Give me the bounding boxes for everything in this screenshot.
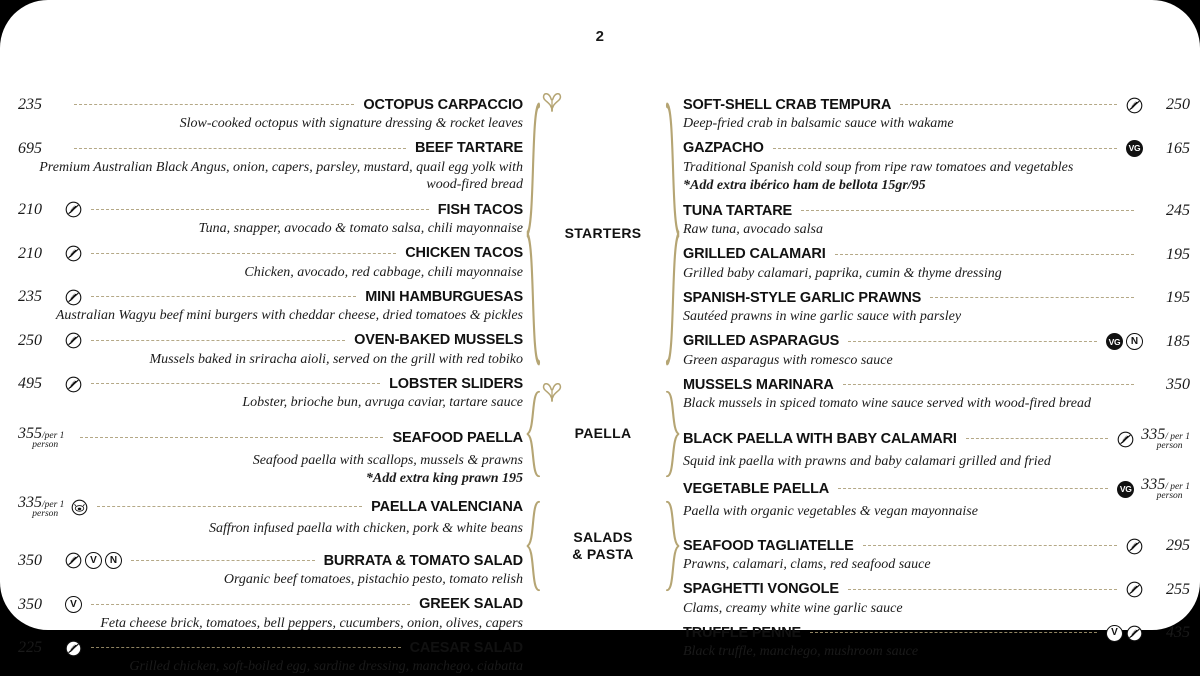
menu-item-description: Black mussels in spiced tomato wine sauce served with wood-fired bread <box>683 396 1092 412</box>
dot-leader <box>843 383 1134 385</box>
menu-item-price: 195 <box>1166 289 1190 307</box>
menu-item-head <box>683 427 1190 452</box>
vegetarian-icon: V <box>65 596 82 613</box>
brace-right <box>665 500 681 592</box>
menu-body <box>0 96 1200 676</box>
menu-item-name: TRUFFLE PENNE <box>683 624 802 641</box>
menu-item <box>18 375 523 412</box>
menu-item-name: CAESAR SALAD <box>409 639 523 656</box>
menu-item <box>683 624 1190 661</box>
menu-item <box>683 140 1190 195</box>
menu-item-description: Green asparagus with romesco sauce <box>683 352 893 368</box>
menu-item-head <box>683 477 1190 502</box>
menu-item <box>18 245 523 282</box>
menu-item-name: BURRATA & TOMATO SALAD <box>323 552 523 569</box>
menu-item <box>683 581 1190 618</box>
menu-item-description: Chicken, avocado, red cabbage, chili mayonnaise <box>244 264 523 280</box>
dietary-icons <box>65 640 82 657</box>
brace-left <box>525 100 541 368</box>
dot-leader <box>801 209 1134 211</box>
menu-item-description: Sautéed prawns in wine garlic sauce with parsley <box>683 309 962 325</box>
brace-right <box>665 100 681 368</box>
menu-item-price: 250 <box>18 331 42 349</box>
menu-item <box>683 289 1190 326</box>
menu-item-description: Grilled baby calamari, paprika, cumin & thyme dressing <box>683 265 1002 281</box>
nuts-icon: N <box>105 552 122 569</box>
menu-item-price: 210 <box>18 200 42 218</box>
menu-item <box>683 333 1190 370</box>
vegan-icon: VG <box>1117 481 1134 498</box>
menu-item <box>18 201 523 238</box>
section-label-paella: PAELLA <box>574 425 632 442</box>
menu-item-head <box>18 495 523 520</box>
menu-item-description: Deep-fried crab in balsamic sauce with wakame <box>683 116 954 131</box>
menu-item-description: Paella with organic vegetables & vegan mayonnaise <box>683 503 978 519</box>
section-paella-right <box>683 427 1190 523</box>
menu-column-left <box>0 96 523 676</box>
dietary-icons <box>65 596 82 613</box>
dot-leader <box>91 208 429 210</box>
menu-item <box>18 140 523 194</box>
menu-item-head <box>683 581 1190 599</box>
menu-item-name: SPAGHETTI VONGOLE <box>683 581 839 598</box>
dot-leader <box>80 436 383 438</box>
section-starters-right <box>683 96 1190 413</box>
pork-icon <box>71 499 88 516</box>
menu-item-price: 350 <box>18 551 42 569</box>
dietary-icons <box>65 245 82 262</box>
vegetarian-icon: V <box>1106 625 1123 642</box>
menu-item-name: FISH TACOS <box>437 201 523 218</box>
menu-item-price: 210 <box>18 244 42 262</box>
menu-item-price: 165 <box>1166 139 1190 157</box>
menu-item-head <box>683 140 1190 158</box>
dot-leader <box>131 559 315 561</box>
menu-item-head <box>683 333 1190 351</box>
menu-item-head <box>683 624 1190 642</box>
section-divider-paella <box>523 386 683 482</box>
menu-item-name: GRILLED CALAMARI <box>683 246 826 263</box>
menu-item-name: GAZPACHO <box>683 140 764 157</box>
gluten-free-icon <box>65 289 82 306</box>
dietary-icons <box>65 289 82 306</box>
menu-item-price: 335/ per 1 person <box>1141 426 1190 451</box>
gluten-free-icon <box>1126 625 1143 642</box>
menu-item-description: Lobster, brioche bun, avruga caviar, tartare sauce <box>242 395 523 411</box>
dot-leader <box>773 147 1117 149</box>
dietary-icons <box>71 499 88 516</box>
menu-item <box>18 639 523 676</box>
dietary-icons <box>1126 538 1143 555</box>
menu-item-head <box>18 375 523 393</box>
dot-leader <box>848 588 1117 590</box>
menu-item-description: Black truffle, manchego, mushroom sauce <box>683 644 919 660</box>
menu-item-head <box>18 140 523 158</box>
menu-item-price: 195 <box>1166 245 1190 263</box>
menu-item-description: Traditional Spanish cold soup from ripe raw tomatoes and vegetables <box>683 159 1074 175</box>
menu-item-price: 295 <box>1166 537 1190 554</box>
menu-item <box>683 202 1190 239</box>
menu-item <box>683 246 1190 283</box>
menu-item-description: Clams, creamy white wine garlic sauce <box>683 600 903 616</box>
menu-item <box>18 426 523 488</box>
menu-item-head <box>18 96 523 114</box>
dot-leader <box>74 103 354 105</box>
section-divider-salads <box>523 496 683 596</box>
dot-leader <box>838 487 1108 489</box>
section-divider-starters <box>523 96 683 372</box>
menu-item-description: Organic beef tomatoes, pistachio pesto, tomato relish <box>223 571 523 587</box>
dietary-icons <box>65 376 82 393</box>
menu-item-head <box>683 289 1190 307</box>
menu-item-price: 255 <box>1166 580 1190 598</box>
page-number: 2 <box>595 28 605 45</box>
section-starters-left <box>18 96 523 412</box>
menu-item-price: 350 <box>1166 376 1190 394</box>
menu-item-note: *Add extra king prawn 195 <box>365 471 523 487</box>
section-paella-left <box>18 426 523 538</box>
menu-item-name: LOBSTER SLIDERS <box>389 376 523 393</box>
menu-item-description: Prawns, calamari, clams, red seafood sauce <box>683 557 931 572</box>
menu-item-name: PAELLA VALENCIANA <box>371 498 523 515</box>
menu-item <box>18 552 523 589</box>
menu-item-price: 185 <box>1166 332 1190 350</box>
dot-leader <box>91 339 345 341</box>
menu-item-description: Tuna, snapper, avocado & tomato salsa, chili mayonnaise <box>198 220 523 236</box>
gluten-free-icon <box>65 376 82 393</box>
dot-leader <box>835 253 1134 255</box>
dot-leader <box>91 295 356 297</box>
menu-column-center <box>523 96 683 596</box>
menu-column-right <box>683 96 1200 661</box>
brace-left <box>525 500 541 592</box>
menu-item-head <box>18 552 523 570</box>
menu-item-description: Raw tuna, avocado salsa <box>683 221 823 237</box>
gluten-free-icon <box>65 245 82 262</box>
menu-item-price: 695 <box>18 139 42 157</box>
menu-item-description: Seafood paella with scallops, mussels & prawns <box>252 452 523 468</box>
menu-item <box>18 332 523 369</box>
menu-item-price: 355/per 1 person <box>18 425 65 450</box>
menu-item-head <box>683 537 1190 555</box>
dot-leader <box>91 646 401 648</box>
menu-item-head <box>18 245 523 263</box>
menu-item-description: Grilled chicken, soft-boiled egg, sardine dressing, manchego, ciabatta <box>129 659 523 675</box>
menu-item-head <box>683 96 1190 114</box>
menu-item-name: SEAFOOD TAGLIATELLE <box>683 537 854 554</box>
menu-item-description: Feta cheese brick, tomatoes, bell peppers, cucumbers, onion, olives, capers <box>100 615 523 631</box>
menu-item <box>683 96 1190 133</box>
dot-leader <box>863 544 1117 546</box>
menu-item <box>683 477 1190 520</box>
menu-item-price: 335/ per 1 person <box>1141 476 1190 502</box>
dietary-icons <box>1126 581 1143 598</box>
dot-leader <box>91 603 410 605</box>
menu-item-price: 225 <box>18 639 42 657</box>
gluten-free-icon <box>65 201 82 218</box>
brace-right <box>665 390 681 478</box>
menu-item-name: BEEF TARTARE <box>414 140 523 157</box>
dot-leader <box>848 340 1097 342</box>
menu-item-head <box>683 376 1190 394</box>
menu-item-price: 435 <box>1166 624 1190 642</box>
menu-item-head <box>683 246 1190 264</box>
section-salads-left <box>18 552 523 676</box>
menu-item-head <box>18 288 523 306</box>
dietary-icons <box>1106 625 1143 642</box>
menu-item-name: TUNA TARTARE <box>683 202 793 219</box>
menu-item-price: 235 <box>18 96 42 113</box>
section-salads-right <box>683 537 1190 661</box>
menu-item-price: 250 <box>1166 96 1190 113</box>
section-label-line1: SALADS <box>573 528 633 545</box>
vegan-icon: VG <box>1106 333 1123 350</box>
gluten-free-icon <box>65 332 82 349</box>
menu-item-name: MUSSELS MARINARA <box>683 377 834 394</box>
dietary-icons <box>1117 481 1134 498</box>
menu-item-price: 245 <box>1166 201 1190 219</box>
menu-item-head <box>18 596 523 614</box>
menu-item-name: MINI HAMBURGUESAS <box>365 288 523 305</box>
gluten-free-icon <box>65 552 82 569</box>
menu-item-name: GRILLED ASPARAGUS <box>683 333 840 350</box>
dot-leader <box>97 505 362 507</box>
menu-item-name: VEGETABLE PAELLA <box>683 481 830 498</box>
dot-leader <box>810 631 1097 633</box>
dot-leader <box>74 147 406 149</box>
menu-item <box>683 376 1190 413</box>
dot-leader <box>966 437 1108 439</box>
menu-item <box>18 495 523 538</box>
fleuron-ornament-icon <box>539 90 565 114</box>
section-label-salads <box>572 529 633 564</box>
menu-item-description: Australian Wagyu beef mini burgers with cheddar cheese, dried tomatoes & pickles <box>55 308 523 324</box>
menu-item-price: 235 <box>18 288 42 306</box>
nuts-icon: N <box>1126 333 1143 350</box>
menu-item-name: SOFT-SHELL CRAB TEMPURA <box>683 96 892 113</box>
menu-item-description: Saffron infused paella with chicken, pork & white beans <box>208 521 523 537</box>
menu-item-name: CHICKEN TACOS <box>405 245 523 262</box>
dot-leader <box>91 252 396 254</box>
vegetarian-icon: V <box>85 552 102 569</box>
dot-leader <box>900 103 1117 105</box>
menu-item-head <box>18 332 523 350</box>
dietary-icons <box>65 332 82 349</box>
dietary-icons <box>1126 97 1143 114</box>
menu-item-price: 495 <box>18 375 42 393</box>
dietary-icons <box>1117 431 1134 448</box>
section-label-line2: & PASTA <box>572 546 634 562</box>
dietary-icons <box>1126 140 1143 157</box>
menu-item-name: BLACK PAELLA WITH BABY CALAMARI <box>683 430 957 447</box>
menu-item-price: 335/per 1 person <box>18 493 65 519</box>
menu-item-name: OVEN-BAKED MUSSELS <box>354 332 523 349</box>
menu-item-description: Squid ink paella with prawns and baby calamari grilled and fried <box>683 453 1051 469</box>
gluten-free-icon <box>1126 97 1143 114</box>
menu-item-description: Slow-cooked octopus with signature dressing & rocket leaves <box>179 116 523 131</box>
dietary-icons <box>1106 333 1143 350</box>
gluten-free-icon <box>1126 581 1143 598</box>
menu-item <box>683 537 1190 574</box>
menu-item-head <box>683 202 1190 220</box>
dietary-icons <box>65 201 82 218</box>
menu-item-description: Premium Australian Black Angus, onion, capers, parsley, mustard, quail egg yolk with wood-fired bread <box>39 159 523 193</box>
vegan-icon: VG <box>1126 140 1143 157</box>
menu-item <box>683 427 1190 470</box>
menu-item-price: 350 <box>18 595 42 613</box>
menu-item-head <box>18 201 523 219</box>
dietary-icons <box>65 552 122 569</box>
menu-item-note: *Add extra ibérico ham de bellota 15gr/95 <box>683 178 926 194</box>
gluten-free-icon <box>1117 431 1134 448</box>
menu-item <box>18 288 523 325</box>
menu-item-name: SEAFOOD PAELLA <box>392 429 523 446</box>
gluten-free-icon <box>1126 538 1143 555</box>
dot-leader <box>930 296 1134 298</box>
dot-leader <box>91 382 380 384</box>
menu-item-head <box>18 426 523 451</box>
menu-item-name: OCTOPUS CARPACCIO <box>363 96 523 113</box>
section-label-starters: STARTERS <box>564 225 642 242</box>
menu-item-head <box>18 639 523 657</box>
gluten-free-icon <box>65 640 82 657</box>
fleuron-ornament-icon <box>539 380 565 404</box>
menu-item-description: Mussels baked in sriracha aioli, served on the grill with red tobiko <box>149 351 523 367</box>
menu-item <box>18 596 523 633</box>
menu-item-name: SPANISH-STYLE GARLIC PRAWNS <box>683 289 922 306</box>
menu-item <box>18 96 523 133</box>
menu-item-name: GREEK SALAD <box>419 596 523 613</box>
